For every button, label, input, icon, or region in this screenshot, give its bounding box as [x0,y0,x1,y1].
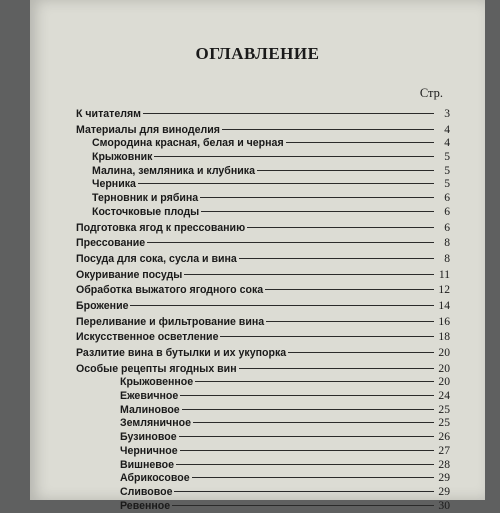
leader-line [201,211,434,212]
toc-entry-page-number: 5 [444,150,450,164]
toc-entry-page-number: 18 [438,330,450,344]
toc-entry-label: Материалы для виноделия [76,123,220,136]
toc-entry-label: Сливовое [120,485,173,498]
leader-line [200,197,434,198]
toc-entry [76,299,450,313]
leader-line [138,183,434,184]
leader-line [184,274,434,275]
toc-entry [76,221,450,235]
toc-entry [76,416,450,430]
toc-entry [76,150,450,164]
leader-line [220,336,434,337]
toc-entry-page-number: 4 [444,122,450,136]
toc-entry-page-number: 20 [438,346,450,359]
toc-entry-page-number: 20 [438,361,450,375]
toc-entry [76,268,450,282]
toc-entry-label: Малина, земляника и клубника [92,164,255,177]
leader-line [239,368,434,369]
toc-entry [76,191,450,205]
leader-line [176,464,434,465]
toc-entry [76,430,450,444]
toc-entry [76,236,450,250]
toc-entry-label: Малиновое [120,403,180,416]
toc-entry [76,330,450,344]
toc-entry-label: Вишневое [120,458,175,471]
toc-entry-page-number: 28 [438,457,450,471]
toc-entry-label: Крыжовенное [120,376,194,389]
toc-entry [76,177,450,191]
toc-entry-label: Черника [92,178,136,191]
toc-entry [76,403,450,417]
toc-entry-label: Обработка выжатого ягодного сока [76,284,264,297]
toc-entry-label: Крыжовник [92,151,153,164]
toc-entry [76,123,450,137]
toc-entry [76,136,450,150]
toc-entry-page-number: 12 [438,283,450,297]
toc-entry-label: Земляничное [120,417,191,430]
toc-entry [76,283,450,297]
leader-line [192,477,434,478]
toc-entry-page-number: 6 [444,204,450,218]
book-page [30,0,485,512]
toc-entry-label: Смородина красная, белая и черная [92,137,284,150]
toc-entry-label: Переливание и фильтрование вина [76,315,265,328]
toc-entry [76,362,450,376]
toc-entry [76,471,450,485]
toc-entry-label: Особые рецепты ягодных вин [76,362,237,375]
toc-entry-page-number: 29 [438,471,450,485]
toc-entry-page-number: 25 [438,402,450,416]
leader-line [239,258,434,259]
leader-line [180,450,434,451]
leader-line [172,505,434,506]
toc-entry-page-number: 14 [438,298,450,312]
leader-line [286,142,434,143]
toc-entry-label: Окуривание посуды [76,268,183,281]
leader-line [130,305,434,306]
page-title: ОГЛАВЛЕНИЕ [195,44,320,63]
toc-entry [76,315,450,329]
toc-entry-label: Посуда для сока, сусла и вина [76,252,237,265]
leader-line [265,289,434,290]
toc-entry-label: Ежевичное [120,390,179,403]
toc-entry-page-number: 29 [438,484,450,498]
page-column-label: Стр. [419,86,443,100]
toc-entry-page-number: 8 [444,251,450,265]
leader-line [222,129,434,130]
toc-entry-page-number: 25 [438,416,450,430]
toc-entry-label: К читателям [76,108,141,120]
toc-entry [76,444,450,458]
table-of-contents [76,107,450,512]
toc-entry [76,346,450,360]
toc-entry-label: Разлитие вина в бутылки и их укупорка [76,347,287,359]
toc-entry-page-number: 27 [438,443,450,457]
leader-line [143,113,434,114]
toc-entry [76,499,450,513]
toc-entry [76,458,450,472]
toc-entry-page-number: 5 [444,163,450,177]
toc-entry [76,107,450,121]
toc-entry [76,389,450,403]
toc-entry-label: Ревенное [120,499,171,512]
leader-line [257,170,434,171]
toc-entry [76,164,450,178]
leader-line [266,321,434,322]
toc-entry-page-number: 20 [438,375,450,389]
leader-line [180,395,434,396]
toc-entry-label: Искусственное осветление [76,331,219,344]
toc-entry-page-number: 26 [438,430,450,444]
leader-line [154,156,434,157]
toc-entry-label: Косточковые плоды [92,205,200,218]
leader-line [195,381,434,382]
toc-entry-page-number: 4 [444,136,450,150]
leader-line [147,242,434,243]
toc-entry-page-number: 30 [438,498,450,512]
toc-entry-label: Бузиновое [120,431,177,444]
leader-line [174,491,434,492]
toc-entry-page-number: 6 [444,191,450,205]
toc-entry [76,205,450,219]
toc-entry [76,252,450,266]
toc-entry-page-number: 6 [444,220,450,234]
toc-entry-label: Прессование [76,237,146,250]
toc-entry-page-number: 16 [438,314,450,328]
toc-entry-label: Подготовка ягод к прессованию [76,221,246,234]
toc-entry-page-number: 11 [438,267,450,281]
toc-entry-label: Черничное [120,444,178,457]
leader-line [288,352,434,353]
toc-entry-page-number: 3 [444,107,450,120]
leader-line [247,227,434,228]
leader-line [179,436,434,437]
toc-entry-label: Абрикосовое [120,472,190,485]
leader-line [182,409,434,410]
toc-entry-label: Терновник и рябина [92,192,199,205]
toc-entry-page-number: 8 [444,236,450,250]
toc-entry-page-number: 5 [444,177,450,191]
toc-entry [76,485,450,499]
toc-entry [76,375,450,389]
toc-entry-page-number: 24 [438,389,450,403]
leader-line [193,422,434,423]
toc-entry-label: Брожение [76,299,129,312]
